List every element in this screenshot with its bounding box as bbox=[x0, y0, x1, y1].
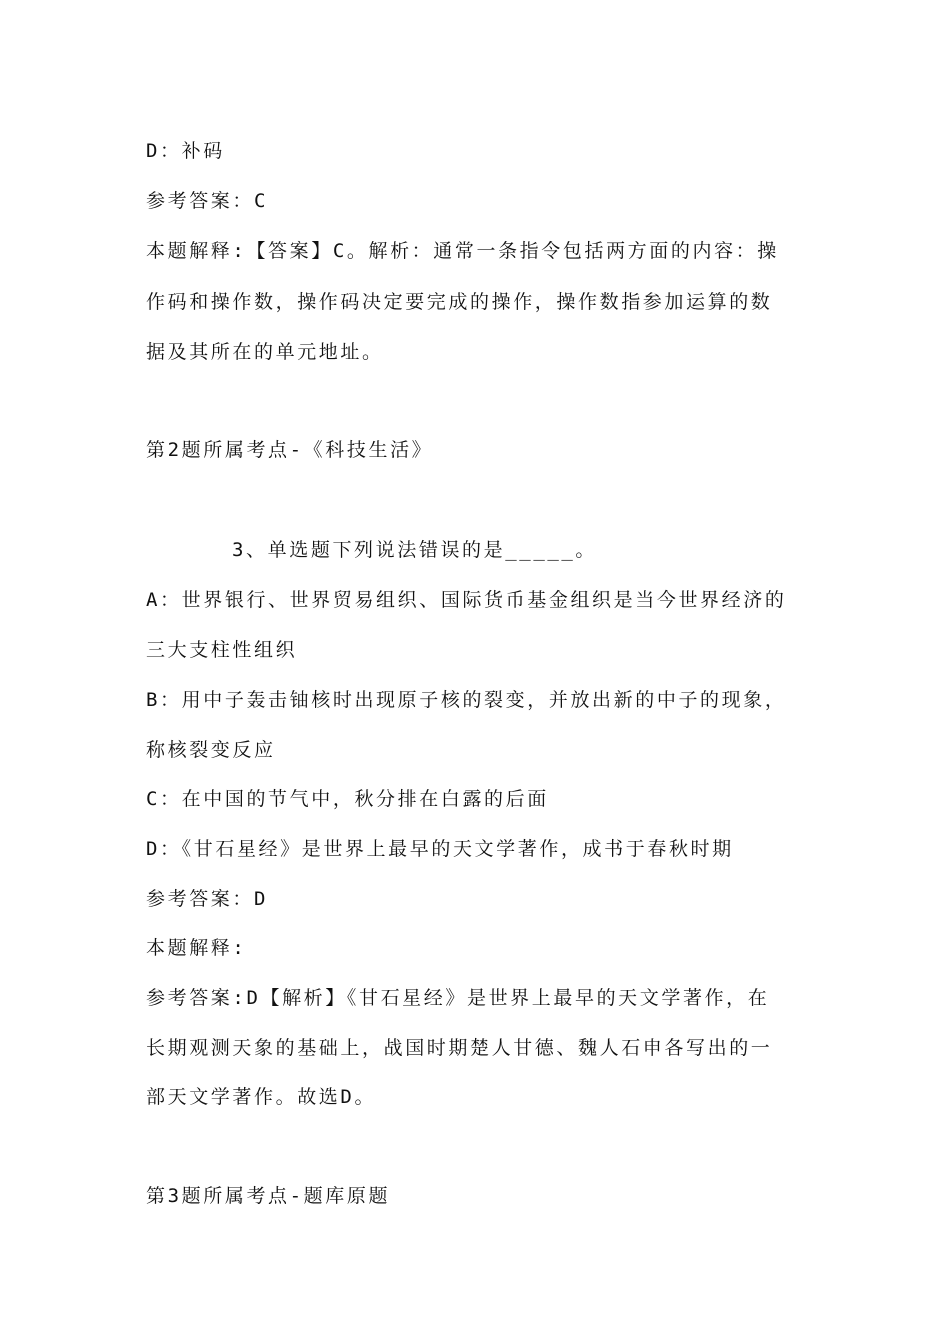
q2-topic: 第2题所属考点-《科技生活》 bbox=[146, 439, 434, 461]
q3-option-c: C：在中国的节气中，秋分排在白露的后面 bbox=[146, 788, 549, 810]
q3-answer: 参考答案：D bbox=[146, 888, 269, 910]
q3-explanation-label: 本题解释: bbox=[146, 937, 247, 959]
q1-explanation-line-3: 据及其所在的单元地址。 bbox=[146, 341, 384, 363]
q1-option-d: D：补码 bbox=[146, 140, 225, 162]
q3-topic: 第3题所属考点-题库原题 bbox=[146, 1185, 391, 1207]
q1-answer: 参考答案：C bbox=[146, 190, 269, 212]
q3-explanation-line-1: 参考答案:D【解析】《甘石星经》是世界上最早的天文学著作，在 bbox=[146, 987, 770, 1009]
q3-explanation-line-3: 部天文学著作。故选D。 bbox=[146, 1086, 377, 1108]
q3-option-a-line-1: A：世界银行、世界贸易组织、国际货币基金组织是当今世界经济的 bbox=[146, 589, 787, 611]
q3-stem: 3、单选题下列说法错误的是_____。 bbox=[232, 539, 598, 561]
q3-option-a-line-2: 三大支柱性组织 bbox=[146, 639, 298, 661]
q3-explanation-line-2: 长期观测天象的基础上，战国时期楚人甘德、魏人石申各写出的一 bbox=[146, 1037, 773, 1059]
q3-option-d: D：《甘石星经》是世界上最早的天文学著作，成书于春秋时期 bbox=[146, 838, 734, 860]
q1-explanation-line-2: 作码和操作数，操作码决定要完成的操作，操作数指参加运算的数 bbox=[146, 291, 773, 313]
q3-option-b-line-1: B：用中子轰击铀核时出现原子核的裂变，并放出新的中子的现象， bbox=[146, 689, 787, 711]
q1-explanation-line-1: 本题解释:【答案】C。解析：通常一条指令包括两方面的内容：操 bbox=[146, 240, 779, 262]
q3-option-b-line-2: 称核裂变反应 bbox=[146, 739, 276, 761]
